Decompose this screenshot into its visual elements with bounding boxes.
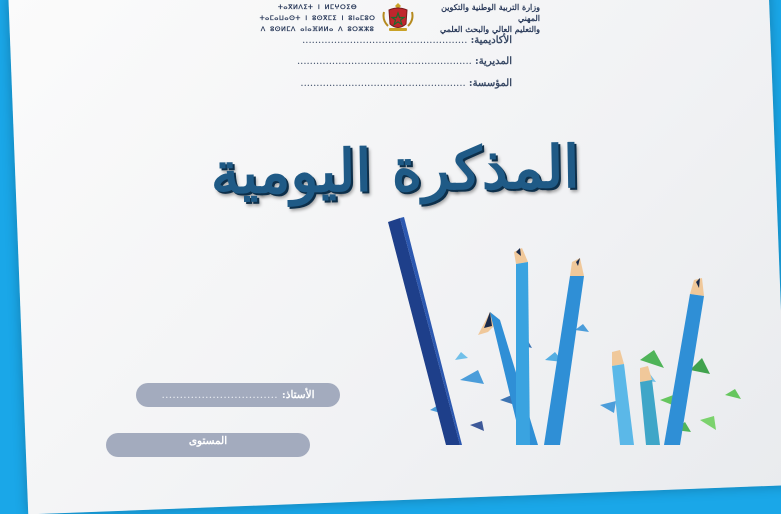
academy-label: الأكاديمية: [470,35,512,46]
pencil-blue-3 [544,258,584,445]
ministry-arabic-line-1: وزارة التربية الوطنية والتكوين المهني [441,2,540,23]
teacher-label: الأستاذ: [281,389,315,401]
teacher-fill-line: ................................ [161,389,278,401]
directorate-label: المديرية: [475,56,512,67]
ministry-tifinagh-line-2: ⵜⴰⵎⴰⵡⴰⵙⵜ ⵏ ⵓⵙⴳⵎⵉ ⵏ ⵓⵏⴰⵎⵓⵔ [259,14,376,22]
pencil-light-blue [612,350,634,445]
pencil-teal [640,366,660,445]
pencil-blue-2 [514,248,530,445]
institution-fill-line: .................................................... [300,78,466,89]
pencil-navy [388,217,462,445]
teacher-field [136,383,340,407]
page-title: المذكرة اليومية [209,132,581,208]
ministry-tifinagh-line-3: ⴷ ⵓⵙⵍⵎⴷ ⴰⵏⴰⴼⵍⵍⴰ ⴷ ⵓⵔⵣⵣⵓ [260,25,375,33]
pencil-blue-right [664,278,704,445]
institution-label: المؤسسة: [468,78,512,89]
directorate-fill-line: ....................................................... [296,56,472,67]
ministry-arabic-line-2: والتعليم العالي والبحث العلمي [439,24,540,34]
academy-fill-line: .................................................... [302,35,468,46]
ministry-tifinagh-line-1: ⵜⴰⴳⵍⴷⵉⵜ ⵏ ⵍⵎⵖⵔⵉⴱ [277,3,358,11]
level-label: المستوى [188,435,228,447]
level-field [106,433,310,457]
